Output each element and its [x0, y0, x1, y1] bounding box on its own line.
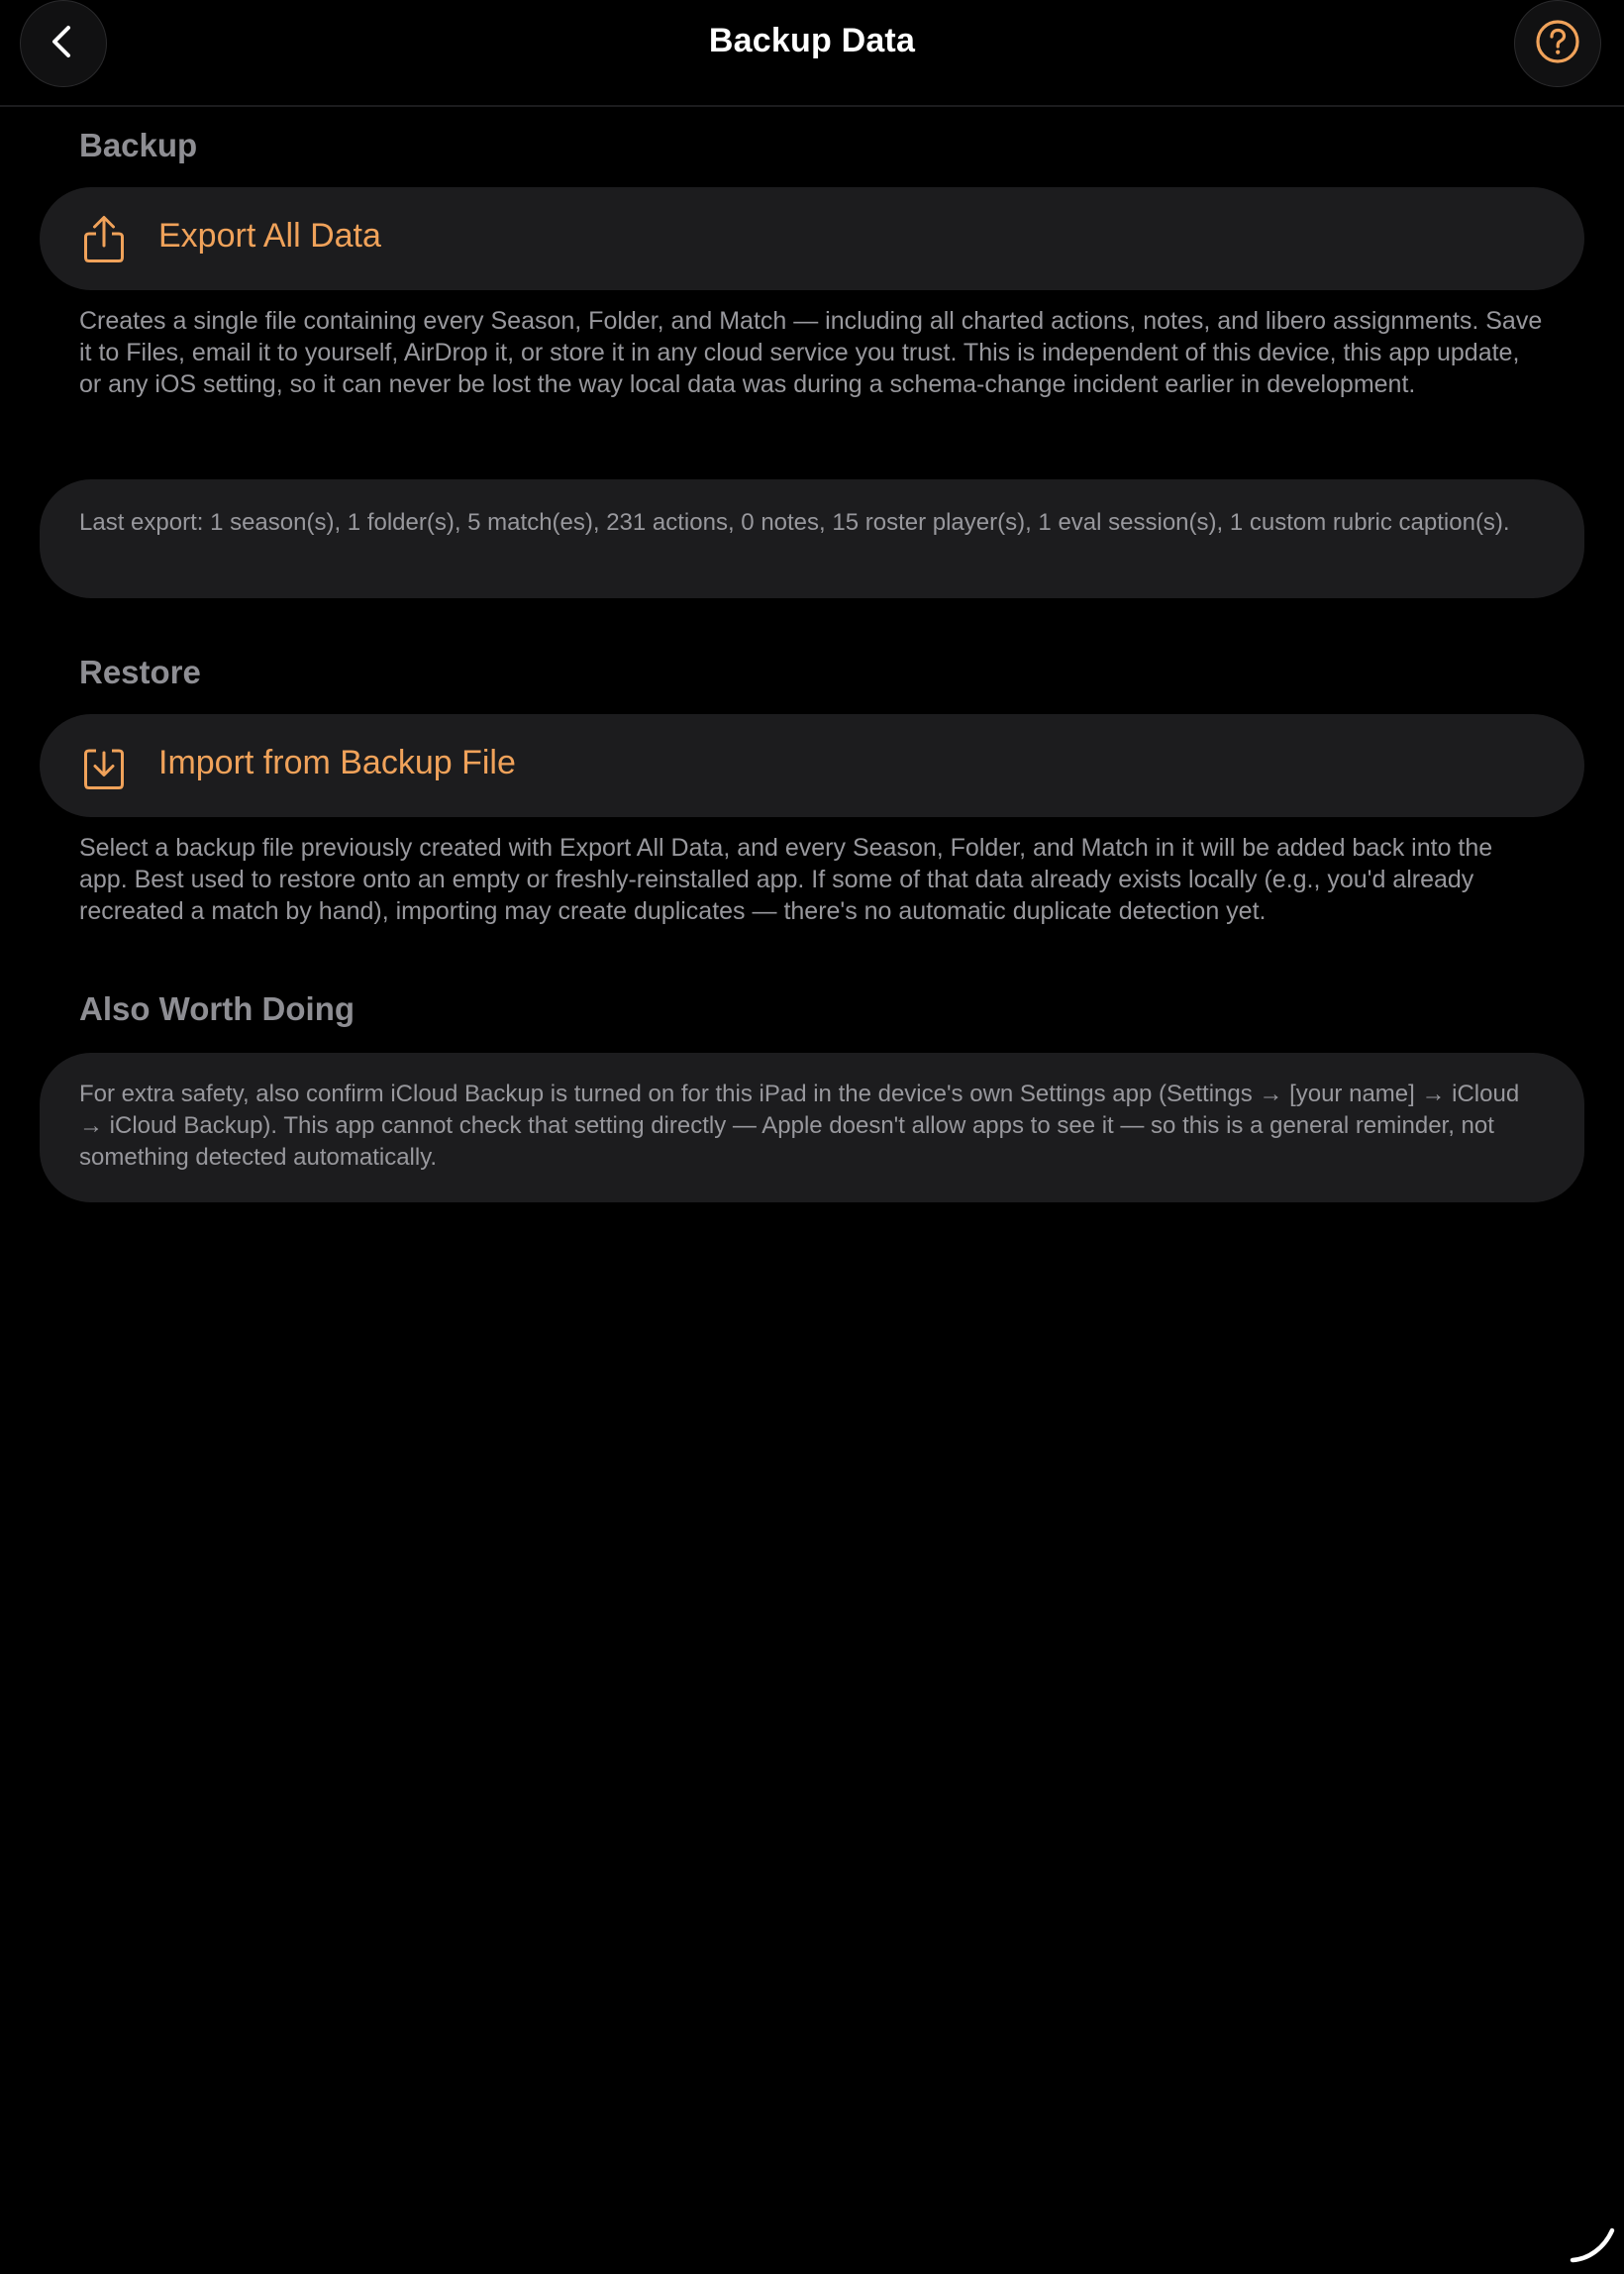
last-export-card	[40, 479, 1584, 598]
section-header-also-worth-doing: Also Worth Doing	[79, 990, 355, 1027]
section-header-restore: Restore	[79, 654, 201, 690]
download-tray-icon	[81, 742, 127, 791]
section-header-backup: Backup	[79, 127, 198, 163]
last-export-summary: Last export: 1 season(s), 1 folder(s), 5 match(es), 231 actions, 0 notes, 15 roster player(s), 1 eval session(s), 1 custom rubric caption(s).	[79, 509, 1510, 536]
question-circle-icon	[1534, 18, 1581, 70]
navigation-bar	[0, 0, 1624, 107]
icloud-reminder-card	[40, 1053, 1584, 1202]
corner-indicator-icon	[1569, 2226, 1616, 2271]
import-from-backup-label: Import from Backup File	[158, 744, 516, 781]
export-all-data-label: Export All Data	[158, 217, 381, 255]
page-title: Backup Data	[708, 22, 916, 59]
help-button[interactable]	[1514, 0, 1601, 87]
import-description: Select a backup file previously created with Export All Data, and every Season, Folder, and Match in it will be added back into the app. Best used to restore onto an empty or freshly-reinstalled app. If some of that data already exists locally (e.g., you'd already recreated a match by hand), importing may create duplicates — there's no automatic duplicate detection yet.	[79, 834, 1493, 925]
icloud-reminder-text: For extra safety, also confirm iCloud Backup is turned on for this iPad in the device's own Settings app (Settings → [your name] → iCloud → iCloud Backup). This app cannot check that setting directly — Apple doesn't allow apps to see it — so this is a general reminder, not something detected automatically.	[79, 1081, 1520, 1171]
export-description: Creates a single file containing every Season, Folder, and Match — including all charted actions, notes, and libero assignments. Save it to Files, email it to yourself, AirDrop it, or store it in any cloud service you trust. This is independent of this device, this app update, or any iOS setting, so it can never be lost the way local data was during a schema-change incident earlier in development.	[79, 307, 1543, 398]
export-all-data-button[interactable]	[40, 187, 1584, 290]
import-from-backup-button[interactable]	[40, 714, 1584, 817]
share-icon	[81, 215, 127, 264]
